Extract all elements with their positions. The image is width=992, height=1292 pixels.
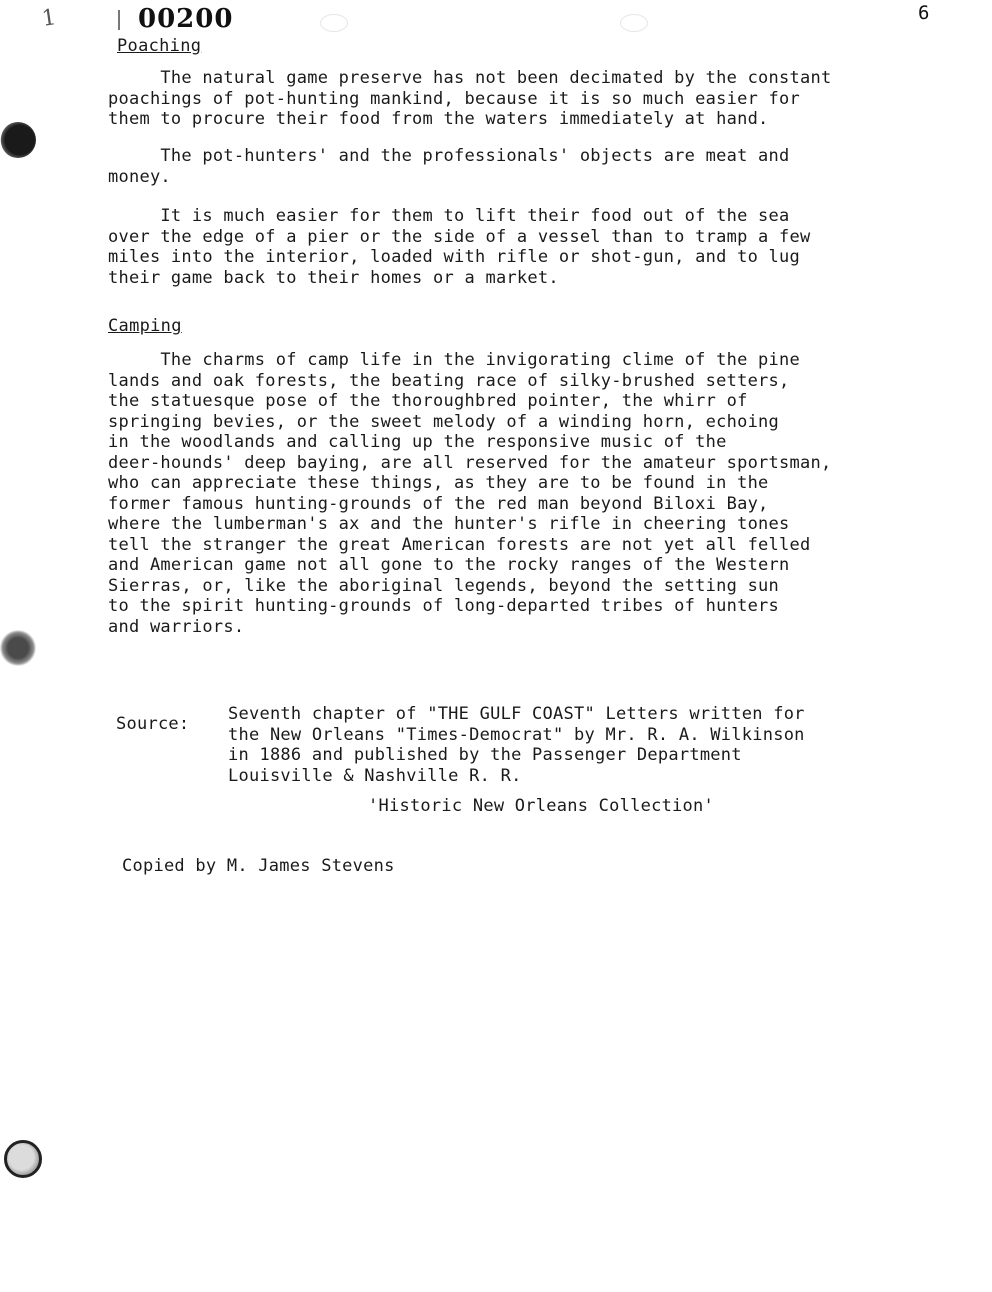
poaching-heading: Poaching [117,36,202,56]
faint-hole-mark [620,14,648,32]
punch-hole-icon [0,122,36,158]
page-number: 6 [918,2,930,24]
camping-heading: Camping [108,316,182,336]
document-number: 00200 [138,4,234,34]
poaching-paragraph-3: It is much easier for them to lift their food out of the sea over the edge of a pier or the side of a vessel than to tramp a few miles into the interior, loaded with rifle or shot-gun, and to lug their game back to their homes or a market. [108,206,811,288]
margin-stamp-mark: 1 [40,5,58,32]
tick-mark [118,10,120,30]
poaching-paragraph-1: The natural game preserve has not been decimated by the constant poachings of pot-hunting mankind, because it is so much easier for them to procure their food from the waters immediately at hand. [108,68,832,129]
camping-paragraph: The charms of camp life in the invigorating clime of the pine lands and oak forests, the beating race of silky-brushed setters, the statuesque pose of the thoroughbred pointer, the whirr of springing bevies, or the sweet melody of a winding horn, echoing in the woodlands and calling up the responsive music of the deer-hounds' deep baying, are all reserved for the amateur sportsman, who can appreciate these things, as they are to be found in the former famous hunting-grounds of the red man beyond Biloxi Bay, where the lumberman's ax and the hunter's rifle in cheering tones tell the stranger the great American forests are not yet all felled and American game not all gone to the rocky ranges of the Western Sierras, or, like the aboriginal legends, beyond the setting sun to the spirit hunting-grounds of long-departed tribes of hunters and warriors. [108,350,832,637]
punch-hole-icon [0,630,36,666]
collection-credit: 'Historic New Orleans Collection' [368,796,715,816]
poaching-paragraph-2: The pot-hunters' and the professionals' objects are meat and money. [108,146,790,187]
faint-hole-mark [320,14,348,32]
punch-hole-icon [4,1140,42,1178]
copied-by-line: Copied by M. James Stevens [122,856,395,876]
source-text: Seventh chapter of "THE GULF COAST" Letters written for the New Orleans "Times-Democrat" by Mr. R. A. Wilkinson in 1886 and published by the Passenger Department Louisville & Nashville R. R. [228,704,805,786]
source-label: Source: [116,714,190,734]
